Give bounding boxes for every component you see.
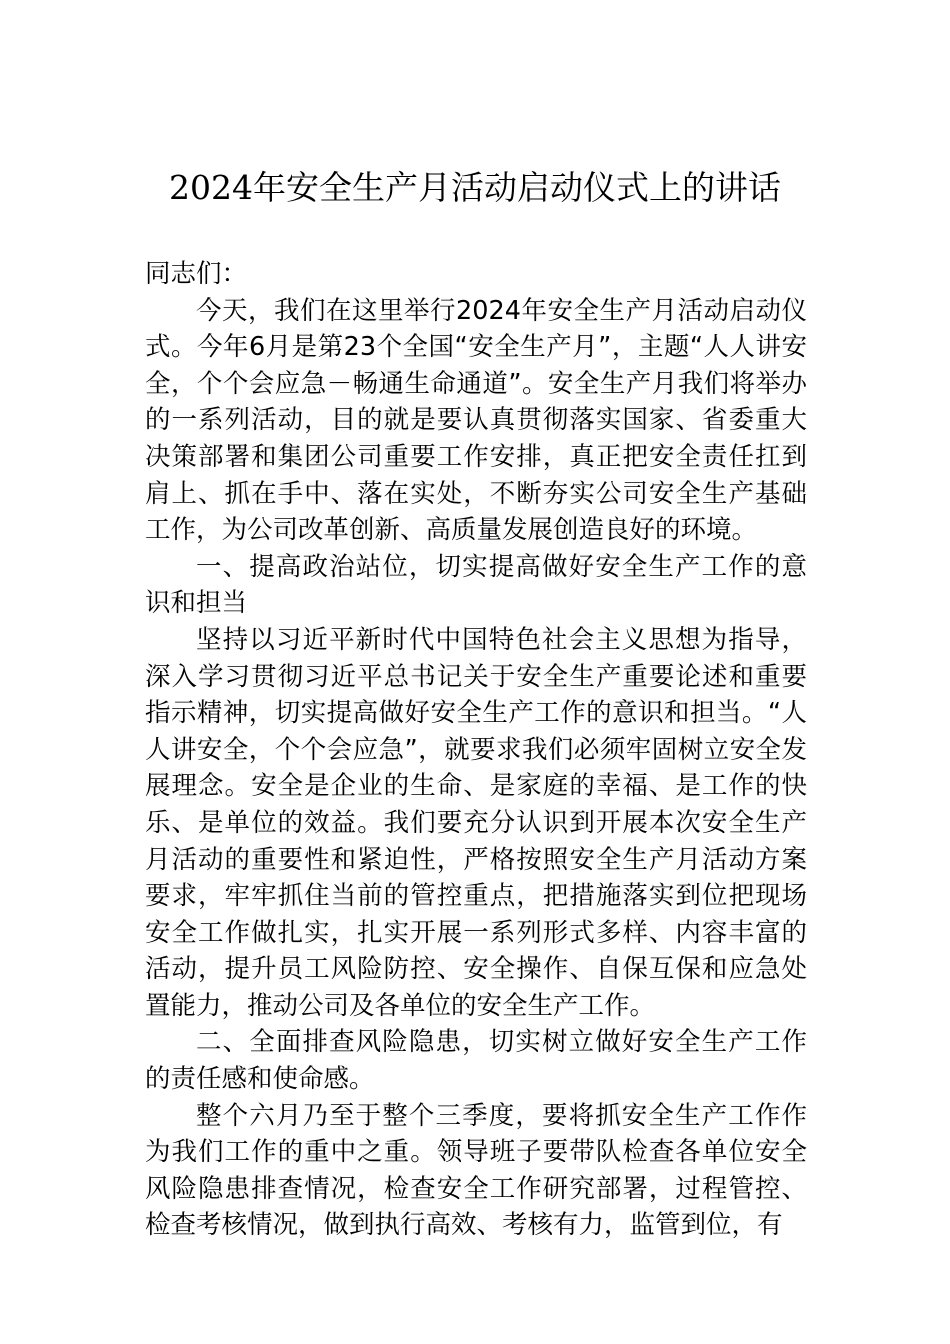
paragraph-section-1: 坚持以习近平新时代中国特色社会主义思想为指导，深入学习贯彻习近平总书记关于安全生产重要论述和重要指示精神，切实提高做好安全生产工作的意识和担当。“人人讲安全，个个会应急”，就要求我们必须牢固树立安全发展理念。安全是企业的生命、是家庭的幸福、是工作的快乐、是单位的效益。我们要充分认识到开展本次安全生产月活动的重要性和紧迫性，严格按照安全生产月活动方案要求，牢牢抓住当前的管控重点，把措施落实到位把现场安全工作做扎实，扎实开展一系列形式多样、内容丰富的活动，提升员工风险防控、安全操作、自保互保和应急处置能力，推动公司及各单位的安全生产工作。 bbox=[145, 624, 807, 1021]
section-heading-1: 一、提高政治站位，切实提高做好安全生产工作的意识和担当 bbox=[145, 551, 807, 619]
document-body bbox=[145, 256, 807, 1244]
section-heading-2: 二、全面排查风险隐患，切实树立做好安全生产工作的责任感和使命感。 bbox=[145, 1027, 807, 1095]
document-title: 2024年安全生产月活动启动仪式上的讲话 bbox=[169, 168, 781, 207]
paragraph-section-2: 整个六月乃至于整个三季度，要将抓安全生产工作作为我们工作的重中之重。领导班子要带队检查各单位安全风险隐患排查情况，检查安全工作研究部署，过程管控、检查考核情况，做到执行高效、考核有力，监管到位，有 bbox=[145, 1100, 807, 1241]
paragraph-intro: 今天，我们在这里举行2024年安全生产月活动启动仪式。今年6月是第23个全国“安全生产月”，主题“人人讲安全，个个会应急－畅通生命通道”。安全生产月我们将举办的一系列活动，目的就是要认真贯彻落实国家、省委重大决策部署和集团公司重要工作安排，真正把安全责任扛到肩上、抓在手中、落在实处，不断夯实公司安全生产基础工作，为公司改革创新、高质量发展创造良好的环境。 bbox=[145, 295, 807, 546]
salutation: 同志们： bbox=[145, 259, 248, 289]
